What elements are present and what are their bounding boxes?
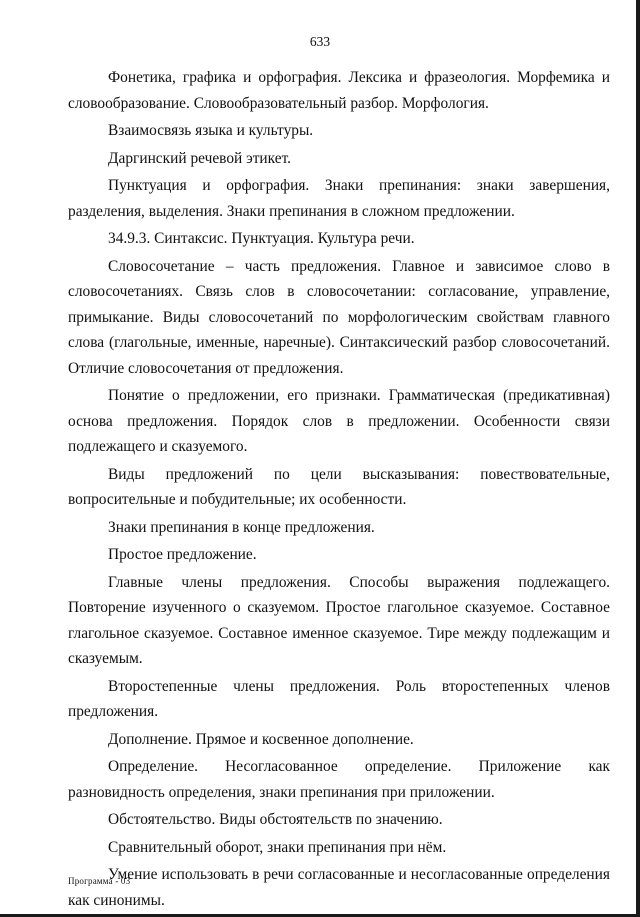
paragraph-comparative: Сравнительный оборот, знаки препинания при нём.: [108, 838, 447, 856]
paragraph-phonetics: Фонетика, графика и орфография. Лексика и фразеология. Морфемика и словообразование. Словообразовательный разбор. Морфология.: [68, 69, 610, 112]
paragraph-object: Дополнение. Прямое и косвенное дополнение.: [108, 730, 414, 748]
paragraph-simple-sentence: Простое предложение.: [108, 546, 257, 563]
paragraph-sentence-types: Виды предложений по цели высказывания: повествовательные, вопросительные и побудительные; их особенности.: [68, 465, 610, 508]
section-heading: 34.9.3. Синтаксис. Пунктуация. Культура речи.: [108, 230, 415, 247]
paragraph-attribute: Определение. Несогласованное определение. Приложение как разновидность определения, знаки препинания при приложении.: [68, 758, 610, 801]
paragraph-sentence-concept: Понятие о предложении, его признаки. Грамматическая (предикативная) основа предложения. Порядок слов в предложении. Особенности связи подлежащего и сказуемого.: [68, 387, 610, 455]
paragraph-punctuation: Пунктуация и орфография. Знаки препинания: знаки завершения, разделения, выделения. Знаки препинания в сложном предложении.: [68, 177, 610, 220]
paragraph-synonyms: Умение использовать в речи согласованные и несогласованные определения как синонимы.: [68, 866, 610, 909]
paragraph-word-combination: Словосочетание – часть предложения. Главное и зависимое слово в словосочетаниях. Связь слов в словосочетании: согласование, управление, примыкание. Виды словосочетаний по морфологическим свойствам главного слова (глагольные, именные, наречные). Синтаксический разбор словосочетаний. Отличие словосочетания от предложения.: [68, 257, 610, 377]
page-footer: Программа - 03: [68, 876, 131, 886]
paragraph-speech-etiquette: Даргинский речевой этикет.: [108, 149, 292, 167]
document-body: [68, 65, 610, 915]
paragraph-secondary-members: Второстепенные члены предложения. Роль второстепенных членов предложения.: [68, 677, 610, 720]
paragraph-language-culture: Взаимосвязь языка и культуры.: [108, 122, 314, 139]
scan-border-right: [636, 0, 640, 917]
paragraph-main-members: Главные члены предложения. Способы выражения подлежащего. Повторение изученного о сказуемом. Простое глагольное сказуемое. Составное глагольное сказуемое. Составное именное сказуемое. Тире между подлежащим и сказуемым.: [68, 573, 610, 667]
paragraph-adverbial: Обстоятельство. Виды обстоятельств по значению.: [108, 811, 443, 828]
page-number: 633: [309, 34, 331, 49]
paragraph-end-punctuation: Знаки препинания в конце предложения.: [108, 518, 375, 536]
